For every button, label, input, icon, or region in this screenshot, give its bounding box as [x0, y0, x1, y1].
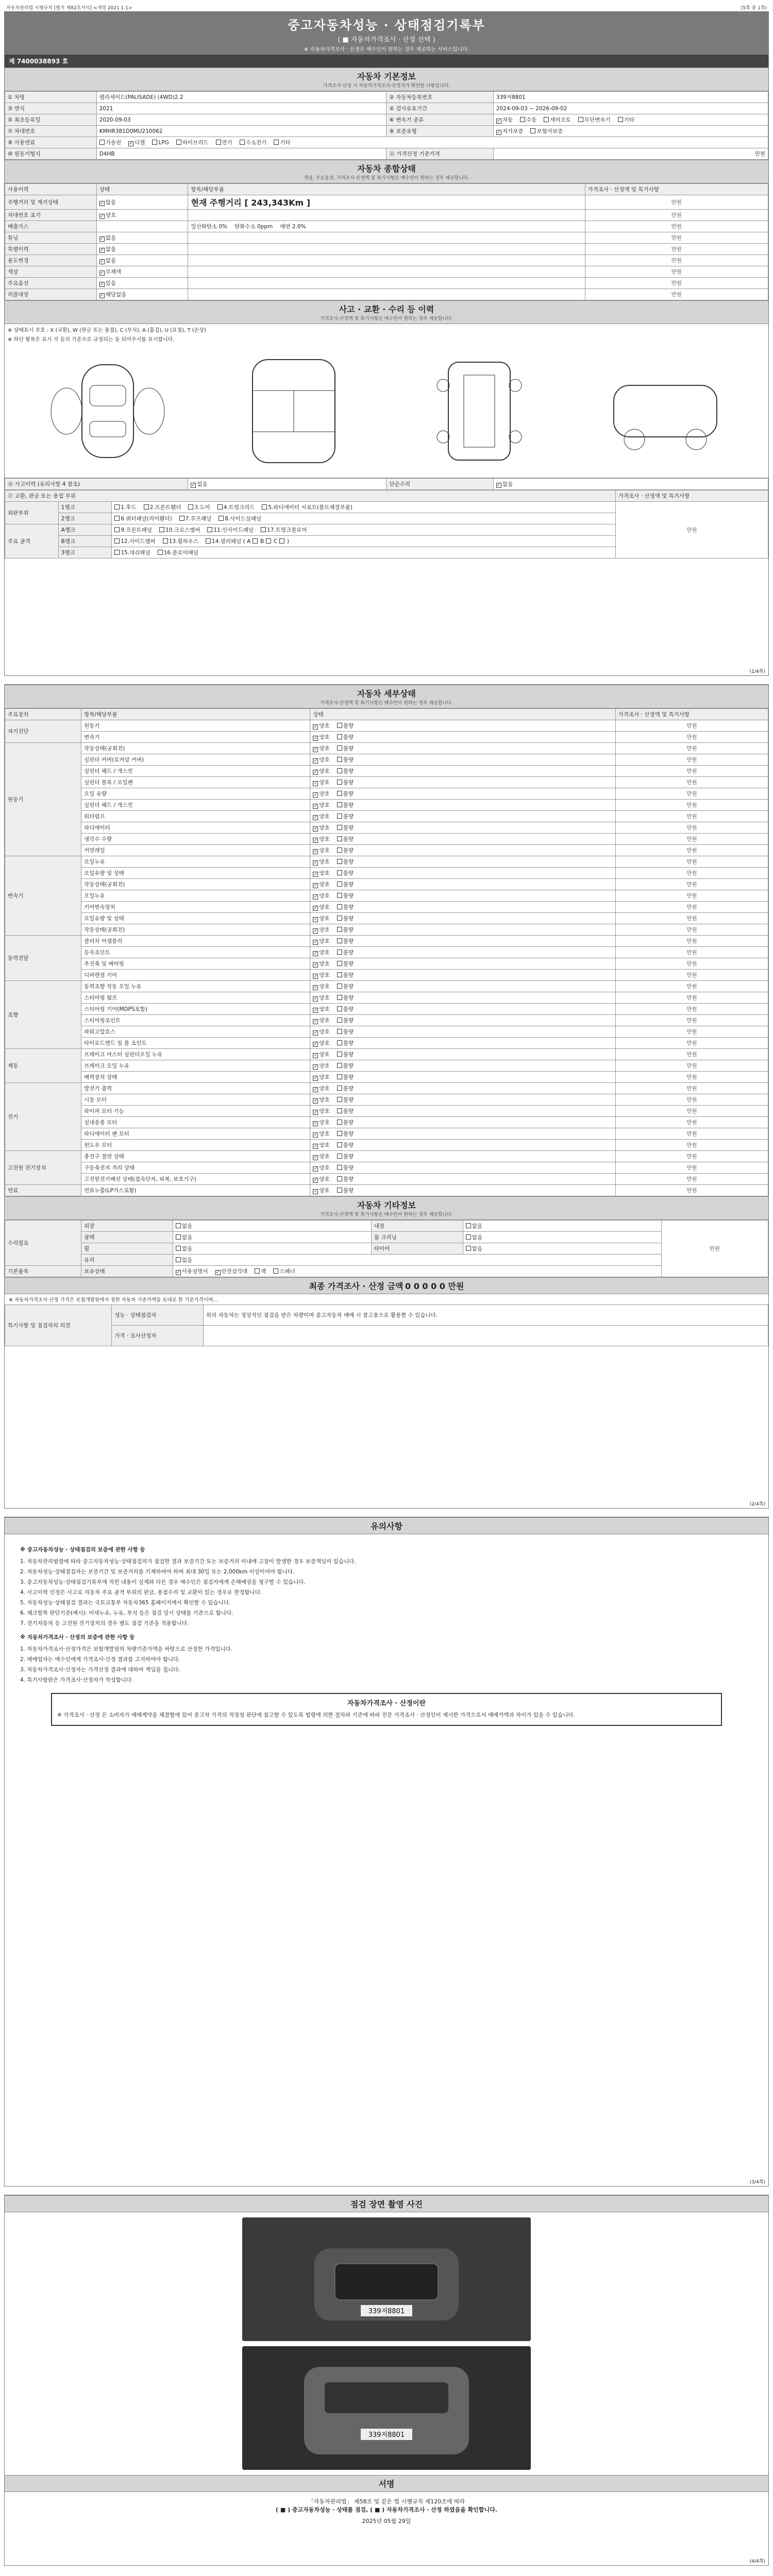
note-item: 4. 사고이력 인정은 사고로 자동차 주요 골격 부위의 판금, 용접수리 및 교환이 있는 경우로 한정합니다. [20, 1589, 262, 1596]
detail-table: 주요장치 항목/해당부품 상태 가격조사 · 산정액 및 특기사항 자기진단 원동기 ✓ 양호 불량 만원 변속기 ✓ 양호 불량 만원 원동기 작동상태(공회전) ✓ 양호 불량 만원 실린더 커버(로커암 커버) ✓ 양호 불량 만원 실린더 헤드 / 개스킷 ✓ 양호 불량 만원 실린더 블록 / 오일팬 ✓ 양호 불량 만원 오일 유량 ✓ 양호 불량 만원 실린더 헤드 / 개스킷 ✓ 양호 불량 만원 워터펌프 ✓ 양호 불량 만원 라디에이터 ✓ 양호 불량 만원 냉각수 수량 ✓ 양호 불량 만원 커먼레일 ✓ 양호 불량 만원 변속기 오일누유 ✓ 양호 불량 만원 오일유량 및 상태 ✓ 양호 불량 만원 작동상태(공회전) ✓ 양호 불량 만원 오일누유 ✓ 양호 불량 만원 기어변속장치 ✓ 양호 불량 만원 오일유량 및 상태 ✓ 양호 불량 만원 작동상태(공회전) ✓ 양호 불량 만원 동력전달 클러치 어셈블리 ✓ 양호 불량 만원 등속조인트 ✓ 양호 불량 만원 추진축 및 베어링 ✓ 양호 불량 만원 디퍼렌셜 기어 ✓ 양호 불량 만원 조향 동력조향 작동 오일 누유 ✓ 양호 불량 만원 스티어링 펌프 ✓ 양호 불량 만원 스티어링 기어(MDPS포함) ✓ 양호 불량 만원 스티어링조인트 ✓ 양호 불량 만원 파워고압호스 ✓ 양호 불량 만원 타이로드엔드 및 볼 조인트 ✓ 양호 불량 만원 제동 브레이크 마스터 실린더오일 누유 ✓ 양호 불량 만원 브레이크 오일 누유 ✓ 양호 불량 만원 배력장치 상태 ✓ 양호 불량 만원 전기 발전기 출력 ✓ 양호 불량 만원 시동 모터 ✓ 양호 불량 만원 와이퍼 모터 기능 ✓ 양호 불량 만원 실내송풍 모터 ✓ 양호 불량 만원 라디에이터 팬 모터 ✓ 양호 불량 만원 윈도우 모터 ✓ 양호 불량 만원 고전원 전기장치 충전구 절연 상태 ✓ 양호 불량 만원 구동축전지 격리 상태 ✓ 양호 불량 만원 고전원전기배선 상태(접속단자, 피복, 보호기구) ✓ 양호 불량 만원 연료 연료누출(LP가스포함) ✓ 양호 불량 만원 [5, 708, 768, 1196]
accident-legend: ※ 상태표시 부호 : X (교환), W (판금 또는 용접), C (부식), A (흠집), U (요철), T (손상) [8, 328, 207, 333]
detail-row: 구동축전지 격리 상태 ✓ 양호 불량 만원 [5, 1162, 768, 1174]
detail-item: 실린더 커버(로커암 커버) [81, 754, 310, 766]
note-item: 4. 특기사항란은 가격조사·산정자가 작성합니다. [20, 1677, 133, 1683]
detail-item: 디퍼렌셜 기어 [81, 970, 310, 981]
car-side-view [593, 354, 737, 468]
detail-status: ✓ 양호 불량 [310, 1185, 615, 1196]
detail-row: 전기 발전기 출력 ✓ 양호 불량 만원 [5, 1083, 768, 1094]
note-item: 6. 체크항목 판단기준(예시): 미세누유, 누유, 부식 등은 점검 당시 상태를 기준으로 합니다. [20, 1610, 233, 1616]
detail-row: 실내송풍 모터 ✓ 양호 불량 만원 [5, 1117, 768, 1128]
note-item: 1. 자동차가격조사·산정가격은 보험개발원의 차량기준가액을 바탕으로 산정한 가격입니다. [20, 1646, 233, 1652]
note-item: 2. 매매업자는 매수인에게 가격조사·산정 결과를 고지하여야 합니다. [20, 1656, 180, 1663]
detail-row: 오일유량 및 상태 ✓ 양호 불량 만원 [5, 868, 768, 879]
detail-status: ✓ 양호 불량 [310, 1038, 615, 1049]
detail-row: 추진축 및 베어링 ✓ 양호 불량 만원 [5, 958, 768, 970]
page-number: (2/4쪽) [749, 1502, 765, 1507]
detail-status: ✓ 양호 불량 [310, 754, 615, 766]
detail-group: 조향 [5, 981, 81, 1049]
detail-status: ✓ 양호 불량 [310, 1083, 615, 1094]
detail-row: 오일유량 및 상태 ✓ 양호 불량 만원 [5, 913, 768, 924]
detail-row: 실린더 블록 / 오일팬 ✓ 양호 불량 만원 [5, 777, 768, 788]
detail-status: ✓ 양호 불량 [310, 913, 615, 924]
basic-info-header: 자동차 기본정보 가격조사·산정 시 자동차가격조사·산정자가 확인한 사항입니다. [5, 67, 768, 91]
report-title: 중고자동차성능 · 상태점검기록부 [288, 18, 485, 32]
detail-status: ✓ 양호 불량 [310, 981, 615, 992]
notes-header: 유의사항 [5, 1517, 768, 1534]
detail-row: 실린더 커버(로커암 커버) ✓ 양호 불량 만원 [5, 754, 768, 766]
detail-status: ✓ 양호 불량 [310, 1106, 615, 1117]
detail-item: 연료누출(LP가스포함) [81, 1185, 310, 1196]
detail-item: 오일유량 및 상태 [81, 913, 310, 924]
final-price-header: 최종 가격조사 · 산정 금액 0 0 0 0 0 만원 [5, 1277, 768, 1294]
page-4 [4, 2195, 769, 2566]
detail-status: ✓ 양호 불량 [310, 822, 615, 834]
detail-item: 작동상태(공회전) [81, 879, 310, 890]
detail-item: 윈도우 모터 [81, 1140, 310, 1151]
detail-status: ✓ 양호 불량 [310, 1049, 615, 1060]
detail-status: ✓ 양호 불량 [310, 1004, 615, 1015]
detail-group: 고전원 전기장치 [5, 1151, 81, 1185]
detail-item: 클러치 어셈블리 [81, 936, 310, 947]
detail-item: 실린더 헤드 / 개스킷 [81, 766, 310, 777]
page-number: (4/4쪽) [749, 2559, 765, 2564]
detail-item: 원동기 [81, 720, 310, 732]
report-number: 제 7400038893 호 [5, 55, 768, 67]
detail-row: 작동상태(공회전) ✓ 양호 불량 만원 [5, 879, 768, 890]
note-item: 2. 자동차성능·상태점검자는 보증기간 및 보증거리를 기재하여야 하며 최대 30일 또는 2,000km 이상이어야 합니다. [20, 1569, 295, 1575]
detail-status: ✓ 양호 불량 [310, 743, 615, 754]
detail-row: 변속기 ✓ 양호 불량 만원 [5, 732, 768, 743]
svg-text:339저8801: 339저8801 [368, 2431, 405, 2439]
detail-row: 스티어링 펌프 ✓ 양호 불량 만원 [5, 992, 768, 1004]
detail-item: 고전원전기배선 상태(접속단자, 피복, 보호기구) [81, 1174, 310, 1185]
detail-item: 배력장치 상태 [81, 1072, 310, 1083]
opinion-table: 특기사항 및 점검자의 의견 성능 · 상태점검자 위의 자동차는 정상적인 점검을 받은 차량이며 중고자동차 매매 시 참고용으로 활용할 수 있습니다. 가격 · 조사산정자 [5, 1304, 768, 1346]
detail-item: 오일누유 [81, 856, 310, 868]
note-item: 5. 자동차성능·상태점검 결과는 국토교통부 자동차365 홈페이지에서 확인할 수 있습니다. [20, 1600, 231, 1606]
detail-status: ✓ 양호 불량 [310, 1174, 615, 1185]
detail-row: 등속조인트 ✓ 양호 불량 만원 [5, 947, 768, 958]
signature-block: 「자동차관리법」 제58조 및 같은 법 시행규칙 제120조에 따라 ( ■ ) 중고자동차성능 · 상태를 점검, ( ■ ) 자동차가격조사 · 산정 하였음을 확인합니다. 2025년 05월 29일 [5, 2492, 768, 2530]
detail-row: 작동상태(공회전) ✓ 양호 불량 만원 [5, 924, 768, 936]
other-info-table: 수리필요 외장 없음 내장 없음 만원 광택 없음 룸 크리닝 없음 휠 없음 타이어 없음 유리 없음 기본품목 보유상태 ✓ 사용설명서✓ 안전삼각대 잭 스패너 [5, 1220, 768, 1277]
front-photo [242, 2217, 531, 2341]
detail-status: ✓ 양호 불량 [310, 936, 615, 947]
note-item: 7. 전기자동차 등 고전원 전기장치의 경우 별도 점검 기준을 적용합니다. [20, 1620, 189, 1626]
detail-row: 변속기 오일누유 ✓ 양호 불량 만원 [5, 856, 768, 868]
note-item: 1. 자동차관리법령에 따라 중고자동차성능·상태점검자가 점검한 결과 보증기간 또는 보증거리 이내에 고장이 발생한 경우 보증책임이 있습니다. [20, 1558, 356, 1565]
detail-status: ✓ 양호 불량 [310, 924, 615, 936]
note-item: 3. 자동차가격조사·산정자는 가격산정 결과에 대하여 책임을 집니다. [20, 1667, 180, 1673]
detail-row: 시동 모터 ✓ 양호 불량 만원 [5, 1094, 768, 1106]
detail-status: ✓ 양호 불량 [310, 879, 615, 890]
detail-item: 작동상태(공회전) [81, 924, 310, 936]
car-front-view [36, 354, 180, 468]
detail-header: 자동차 세부상태 가격조사·산정액 및 특기사항은 매수인이 원하는 경우 제공합니다. [5, 685, 768, 708]
final-price-value: 0 0 0 0 0 만원 [405, 1281, 464, 1291]
detail-row: 라디에이터 ✓ 양호 불량 만원 [5, 822, 768, 834]
detail-item: 커먼레일 [81, 845, 310, 856]
detail-status: ✓ 양호 불량 [310, 1072, 615, 1083]
page-2 [4, 684, 769, 1509]
page-number: (3/4쪽) [749, 2180, 765, 2185]
car-top-view [222, 354, 366, 468]
document [4, 4, 769, 2572]
detail-status: ✓ 양호 불량 [310, 766, 615, 777]
detail-group: 변속기 [5, 856, 81, 936]
detail-row: 배력장치 상태 ✓ 양호 불량 만원 [5, 1072, 768, 1083]
detail-item: 시동 모터 [81, 1094, 310, 1106]
detail-item: 실린더 헤드 / 개스킷 [81, 800, 310, 811]
detail-row: 오일 유량 ✓ 양호 불량 만원 [5, 788, 768, 800]
detail-item: 브레이크 오일 누유 [81, 1060, 310, 1072]
page-3 [4, 1517, 769, 2187]
detail-status: ✓ 양호 불량 [310, 834, 615, 845]
final-price-note: ※ 자동차가격조사·산정 가격은 보험개발원에서 정한 자동차 기준가액을 토대로 한 기준가격이며... [9, 1297, 218, 1303]
detail-row: 브레이크 오일 누유 ✓ 양호 불량 만원 [5, 1060, 768, 1072]
detail-row: 워터펌프 ✓ 양호 불량 만원 [5, 811, 768, 822]
detail-row: 고전원전기배선 상태(접속단자, 피복, 보호기구) ✓ 양호 불량 만원 [5, 1174, 768, 1185]
detail-status: ✓ 양호 불량 [310, 958, 615, 970]
detail-item: 워터펌프 [81, 811, 310, 822]
detail-status: ✓ 양호 불량 [310, 777, 615, 788]
detail-status: ✓ 양호 불량 [310, 1094, 615, 1106]
note-item: 3. 중고자동차성능·상태점검기록부에 적힌 내용이 실제와 다른 경우 매수인은 점검자에게 손해배상을 청구할 수 있습니다. [20, 1579, 306, 1585]
detail-status: ✓ 양호 불량 [310, 1117, 615, 1128]
detail-row: 와이퍼 모터 기능 ✓ 양호 불량 만원 [5, 1106, 768, 1117]
detail-status: ✓ 양호 불량 [310, 845, 615, 856]
detail-item: 동력조향 작동 오일 누유 [81, 981, 310, 992]
basic-info-table: ① 차명 펠리세이드(PALISADE) (4WD)2.2 ② 자동차등록번호 339저8801 ③ 연식 2021 ④ 검사유효기간 2024-09-03 ~ 2026-09-02 ⑤ 최초등록일 2020-09-03 ⑥ 변속기 종류 ✓ 자동 수동 세미오토 무단변속기 기타 ⑦ 차대번호 KMHR381D0MU210062 ⑧ 보증유형 ✓ 자가보증 보험사보증 ⑨ 사용연료 가솔린✓ 디젤 LPG 하이브리드 전기 수소전기 기타 ⑩ 원동기형식 D4HB ⑪ 가격산정 기준가격 만원 [5, 91, 768, 160]
detail-group: 전기 [5, 1083, 81, 1151]
mileage-value: 현재 주행거리 [ 243,343Km ] [188, 195, 585, 210]
detail-item: 스티어링 기어(MDPS포함) [81, 1004, 310, 1015]
detail-status: ✓ 양호 불량 [310, 1128, 615, 1140]
detail-row: 실린더 헤드 / 개스킷 ✓ 양호 불량 만원 [5, 800, 768, 811]
detail-item: 실내송풍 모터 [81, 1117, 310, 1128]
form-page-count: (5쪽 중 1쪽) [741, 6, 767, 11]
detail-item: 오일누유 [81, 890, 310, 902]
detail-item: 충전구 절연 상태 [81, 1151, 310, 1162]
detail-item: 오일 유량 [81, 788, 310, 800]
parts-table: ⑰ 교환, 판금 또는 용접 부위 가격조사 · 산정액 및 특기사항 외판부위 1랭크 1.후드 2.프론트휀더 3.도어 4.트렁크리드 5.라디에이터 서포트(볼트체결부품) 만원 2랭크 6.쿼터패널(리어휀더) 7.루프패널 8.사이드실패널 주요 골격 A랭크 9.프론트패널 10.크로스멤버 11.인사이드패널 17.트렁크플로어 B랭크 12.사이드멤버 13.휠하우스 14.필러패널 ( A B C ) 3랭크 15.대쉬패널 16.플로어패널 [5, 490, 768, 558]
report-note: ※ 자동차가격조사 · 산정은 매수인이 원하는 경우 제공하는 서비스입니다. [304, 47, 469, 53]
detail-item: 와이퍼 모터 기능 [81, 1106, 310, 1117]
detail-item: 냉각수 수량 [81, 834, 310, 845]
detail-row: 동력전달 클러치 어셈블리 ✓ 양호 불량 만원 [5, 936, 768, 947]
detail-item: 구동축전지 격리 상태 [81, 1162, 310, 1174]
detail-item: 작동상태(공회전) [81, 743, 310, 754]
detail-status: ✓ 양호 불량 [310, 1015, 615, 1026]
svg-text:339저8801: 339저8801 [368, 2308, 405, 2315]
detail-row: 냉각수 수량 ✓ 양호 불량 만원 [5, 834, 768, 845]
report-header [5, 12, 768, 55]
car-diagram [5, 344, 768, 478]
detail-status: ✓ 양호 불량 [310, 1060, 615, 1072]
detail-status: ✓ 양호 불량 [310, 947, 615, 958]
detail-status: ✓ 양호 불량 [310, 902, 615, 913]
detail-item: 변속기 [81, 732, 310, 743]
detail-status: ✓ 양호 불량 [310, 720, 615, 732]
detail-row: 실린더 헤드 / 개스킷 ✓ 양호 불량 만원 [5, 766, 768, 777]
detail-row: 고전원 전기장치 충전구 절연 상태 ✓ 양호 불량 만원 [5, 1151, 768, 1162]
detail-status: ✓ 양호 불량 [310, 890, 615, 902]
detail-group: 연료 [5, 1185, 81, 1196]
detail-row: 디퍼렌셜 기어 ✓ 양호 불량 만원 [5, 970, 768, 981]
detail-row: 스티어링조인트 ✓ 양호 불량 만원 [5, 1015, 768, 1026]
detail-row: 스티어링 기어(MDPS포함) ✓ 양호 불량 만원 [5, 1004, 768, 1015]
detail-status: ✓ 양호 불량 [310, 868, 615, 879]
detail-row: 오일누유 ✓ 양호 불량 만원 [5, 890, 768, 902]
detail-group: 원동기 [5, 743, 81, 856]
price-definition-box: 자동차가격조사 · 산정이란 ※ 가격조사 · 산정 은 소비자가 매매계약을 체결함에 있어 중고차 가격의 적정성 판단에 참고할 수 있도록 법령에 의한 절차와 기준에 따라 전문 가격조사 · 산정인이 제시한 가격으로서 매매가액과 차이가 있을 수 있습니다. [51, 1693, 722, 1726]
detail-group: 자기진단 [5, 720, 81, 743]
summary-table: 사용이력 상태 항목/해당부품 가격조사 · 산정액 및 특기사항 주행거리 및 계기상태 ✓ 많음 현재 주행거리 [ 243,343Km ] 만원 차대번호 표기 ✓ 양호 만원 배출가스 일산화탄소 0% 탄화수소 0ppm 매연 2.0% 만원 튜닝 ✓ 없음 만원 특별이력 ✓ 없음 만원 용도변경 ✓ 없음 만원 색상 ✓ 무채색 만원 주요옵션 ✓ 있음 만원 리콜대상 ✓ 해당없음 만원 [5, 183, 768, 300]
detail-item: 파워고압호스 [81, 1026, 310, 1038]
report-subtitle: ( ■ 자동차가격조사 · 산정 선택 ) [338, 36, 435, 44]
signature-date: 2025년 05월 29일 [362, 2518, 411, 2524]
detail-row: 자기진단 원동기 ✓ 양호 불량 만원 [5, 720, 768, 732]
detail-item: 발전기 출력 [81, 1083, 310, 1094]
detail-status: ✓ 양호 불량 [310, 856, 615, 868]
detail-item: 실린더 블록 / 오일팬 [81, 777, 310, 788]
accident-legend-2: ※ 하단 항목은 표시 각 등의 기준으로 규정되는 등 되어주시를 표시합니다. [8, 337, 175, 343]
signature-header: 서명 [5, 2475, 768, 2492]
detail-status: ✓ 양호 불량 [310, 788, 615, 800]
detail-item: 브레이크 마스터 실린더오일 누유 [81, 1049, 310, 1060]
detail-item: 기어변속장치 [81, 902, 310, 913]
detail-status: ✓ 양호 불량 [310, 1026, 615, 1038]
detail-row: 타이로드엔드 및 볼 조인트 ✓ 양호 불량 만원 [5, 1038, 768, 1049]
page-number: (1/4쪽) [749, 669, 765, 674]
other-info-header: 자동차 기타정보 가격조사·산정액 및 특기사항은 매수인이 원하는 경우 제공합니다. [5, 1196, 768, 1220]
detail-item: 타이로드엔드 및 볼 조인트 [81, 1038, 310, 1049]
detail-status: ✓ 양호 불량 [310, 1151, 615, 1162]
notes-body: ※ 중고자동차성능 · 상태점검의 보증에 관한 사항 등 1. 자동차관리법령에 따라 중고자동차성능·상태점검자가 점검한 결과 보증기간 또는 보증거리 이내에 고장이 발생한 경우 보증책임이 있습니다. 2. 자동차성능·상태점검자는 보증기간 및 보증거리를 기재하여야 하며 최대 30일 또는 2,000km 이상이어야 합니다. 3. 중고자동차성능·상태점검기록부에 적힌 내용이 실제와 다른 경우 매수인은 점검자에게 손해배상을 청구할 수 있습니다. 4. 사고이력 인정은 사고로 자동차 주요 골격 부위의 판금, 용접수리 및 교환이 있는 경우로 한정합니다. 5. 자동차성능·상태점검 결과는 국토교통부 자동차365 홈페이지에서 확인할 수 있습니다. 6. 체크항목 판단기준(예시): 미세누유, 누유, 부식 등은 점검 당시 상태를 기준으로 합니다. 7. 전기자동차 등 고전원 전기장치의 경우 별도 점검 기준을 적용합니다. ※ 자동차가격조사 · 산정의 보증에 관한 사항 등 1. 자동차가격조사·산정가격은 보험개발원의 차량기준가액을 바탕으로 산정한 가격입니다. 2. 매매업자는 매수인에게 가격조사·산정 결과를 고지하여야 합니다. 3. 자동차가격조사·산정자는 가격산정 결과에 대하여 책임을 집니다. 4. 특기사항란은 가격조사·산정자가 작성합니다. 자동차가격조사 · 산정이란 ※ 가격조사 · 산정 은 소비자가 매매계약을 체결함에 있어 중고차 가격의 적정성 판단에 참고할 수 있도록 법령에 의한 절차와 기준에 따라 전문 가격조사 · 산정인이 제시한 가격으로서 매매가액과 차이가 있을 수 있습니다. [5, 1534, 768, 1740]
rear-photo [242, 2346, 531, 2470]
form-strip [4, 4, 769, 10]
summary-header: 자동차 종합상태 색상, 주요옵션, 가격조사·산정액 및 특기사항은 매수인이 원하는 경우 제공합니다. [5, 160, 768, 183]
detail-item: 오일유량 및 상태 [81, 868, 310, 879]
detail-status: ✓ 양호 불량 [310, 732, 615, 743]
detail-item: 스티어링조인트 [81, 1015, 310, 1026]
detail-item: 라디에이터 [81, 822, 310, 834]
detail-item: 추진축 및 베어링 [81, 958, 310, 970]
detail-item: 등속조인트 [81, 947, 310, 958]
accident-header: 사고 · 교환 · 수리 등 이력 가격조사·산정액 및 특기사항은 매수인이 원하는 경우 제공합니다. [5, 300, 768, 324]
detail-row: 라디에이터 팬 모터 ✓ 양호 불량 만원 [5, 1128, 768, 1140]
form-law-ref: 자동차관리법 시행규칙 [별지 제82호서식] <개정 2021.1.1> [6, 6, 132, 11]
detail-row: 원동기 작동상태(공회전) ✓ 양호 불량 만원 [5, 743, 768, 754]
detail-item: 라디에이터 팬 모터 [81, 1128, 310, 1140]
detail-row: 커먼레일 ✓ 양호 불량 만원 [5, 845, 768, 856]
detail-row: 연료 연료누출(LP가스포함) ✓ 양호 불량 만원 [5, 1185, 768, 1196]
detail-status: ✓ 양호 불량 [310, 800, 615, 811]
detail-status: ✓ 양호 불량 [310, 1140, 615, 1151]
detail-group: 동력전달 [5, 936, 81, 981]
detail-status: ✓ 양호 불량 [310, 970, 615, 981]
detail-row: 파워고압호스 ✓ 양호 불량 만원 [5, 1026, 768, 1038]
detail-row: 제동 브레이크 마스터 실린더오일 누유 ✓ 양호 불량 만원 [5, 1049, 768, 1060]
car-frame-view [407, 354, 551, 468]
detail-status: ✓ 양호 불량 [310, 811, 615, 822]
accident-table: ⑯ 사고이력 (유의사항 4 참조) ✓ 없음 단순수리 ✓ 없음 [5, 478, 768, 490]
detail-row: 조향 동력조향 작동 오일 누유 ✓ 양호 불량 만원 [5, 981, 768, 992]
page-1 [4, 11, 769, 676]
detail-status: ✓ 양호 불량 [310, 1162, 615, 1174]
detail-status: ✓ 양호 불량 [310, 992, 615, 1004]
detail-row: 기어변속장치 ✓ 양호 불량 만원 [5, 902, 768, 913]
detail-item: 스티어링 펌프 [81, 992, 310, 1004]
photo-header: 점검 장면 촬영 사진 [5, 2195, 768, 2212]
detail-row: 윈도우 모터 ✓ 양호 불량 만원 [5, 1140, 768, 1151]
detail-group: 제동 [5, 1049, 81, 1083]
